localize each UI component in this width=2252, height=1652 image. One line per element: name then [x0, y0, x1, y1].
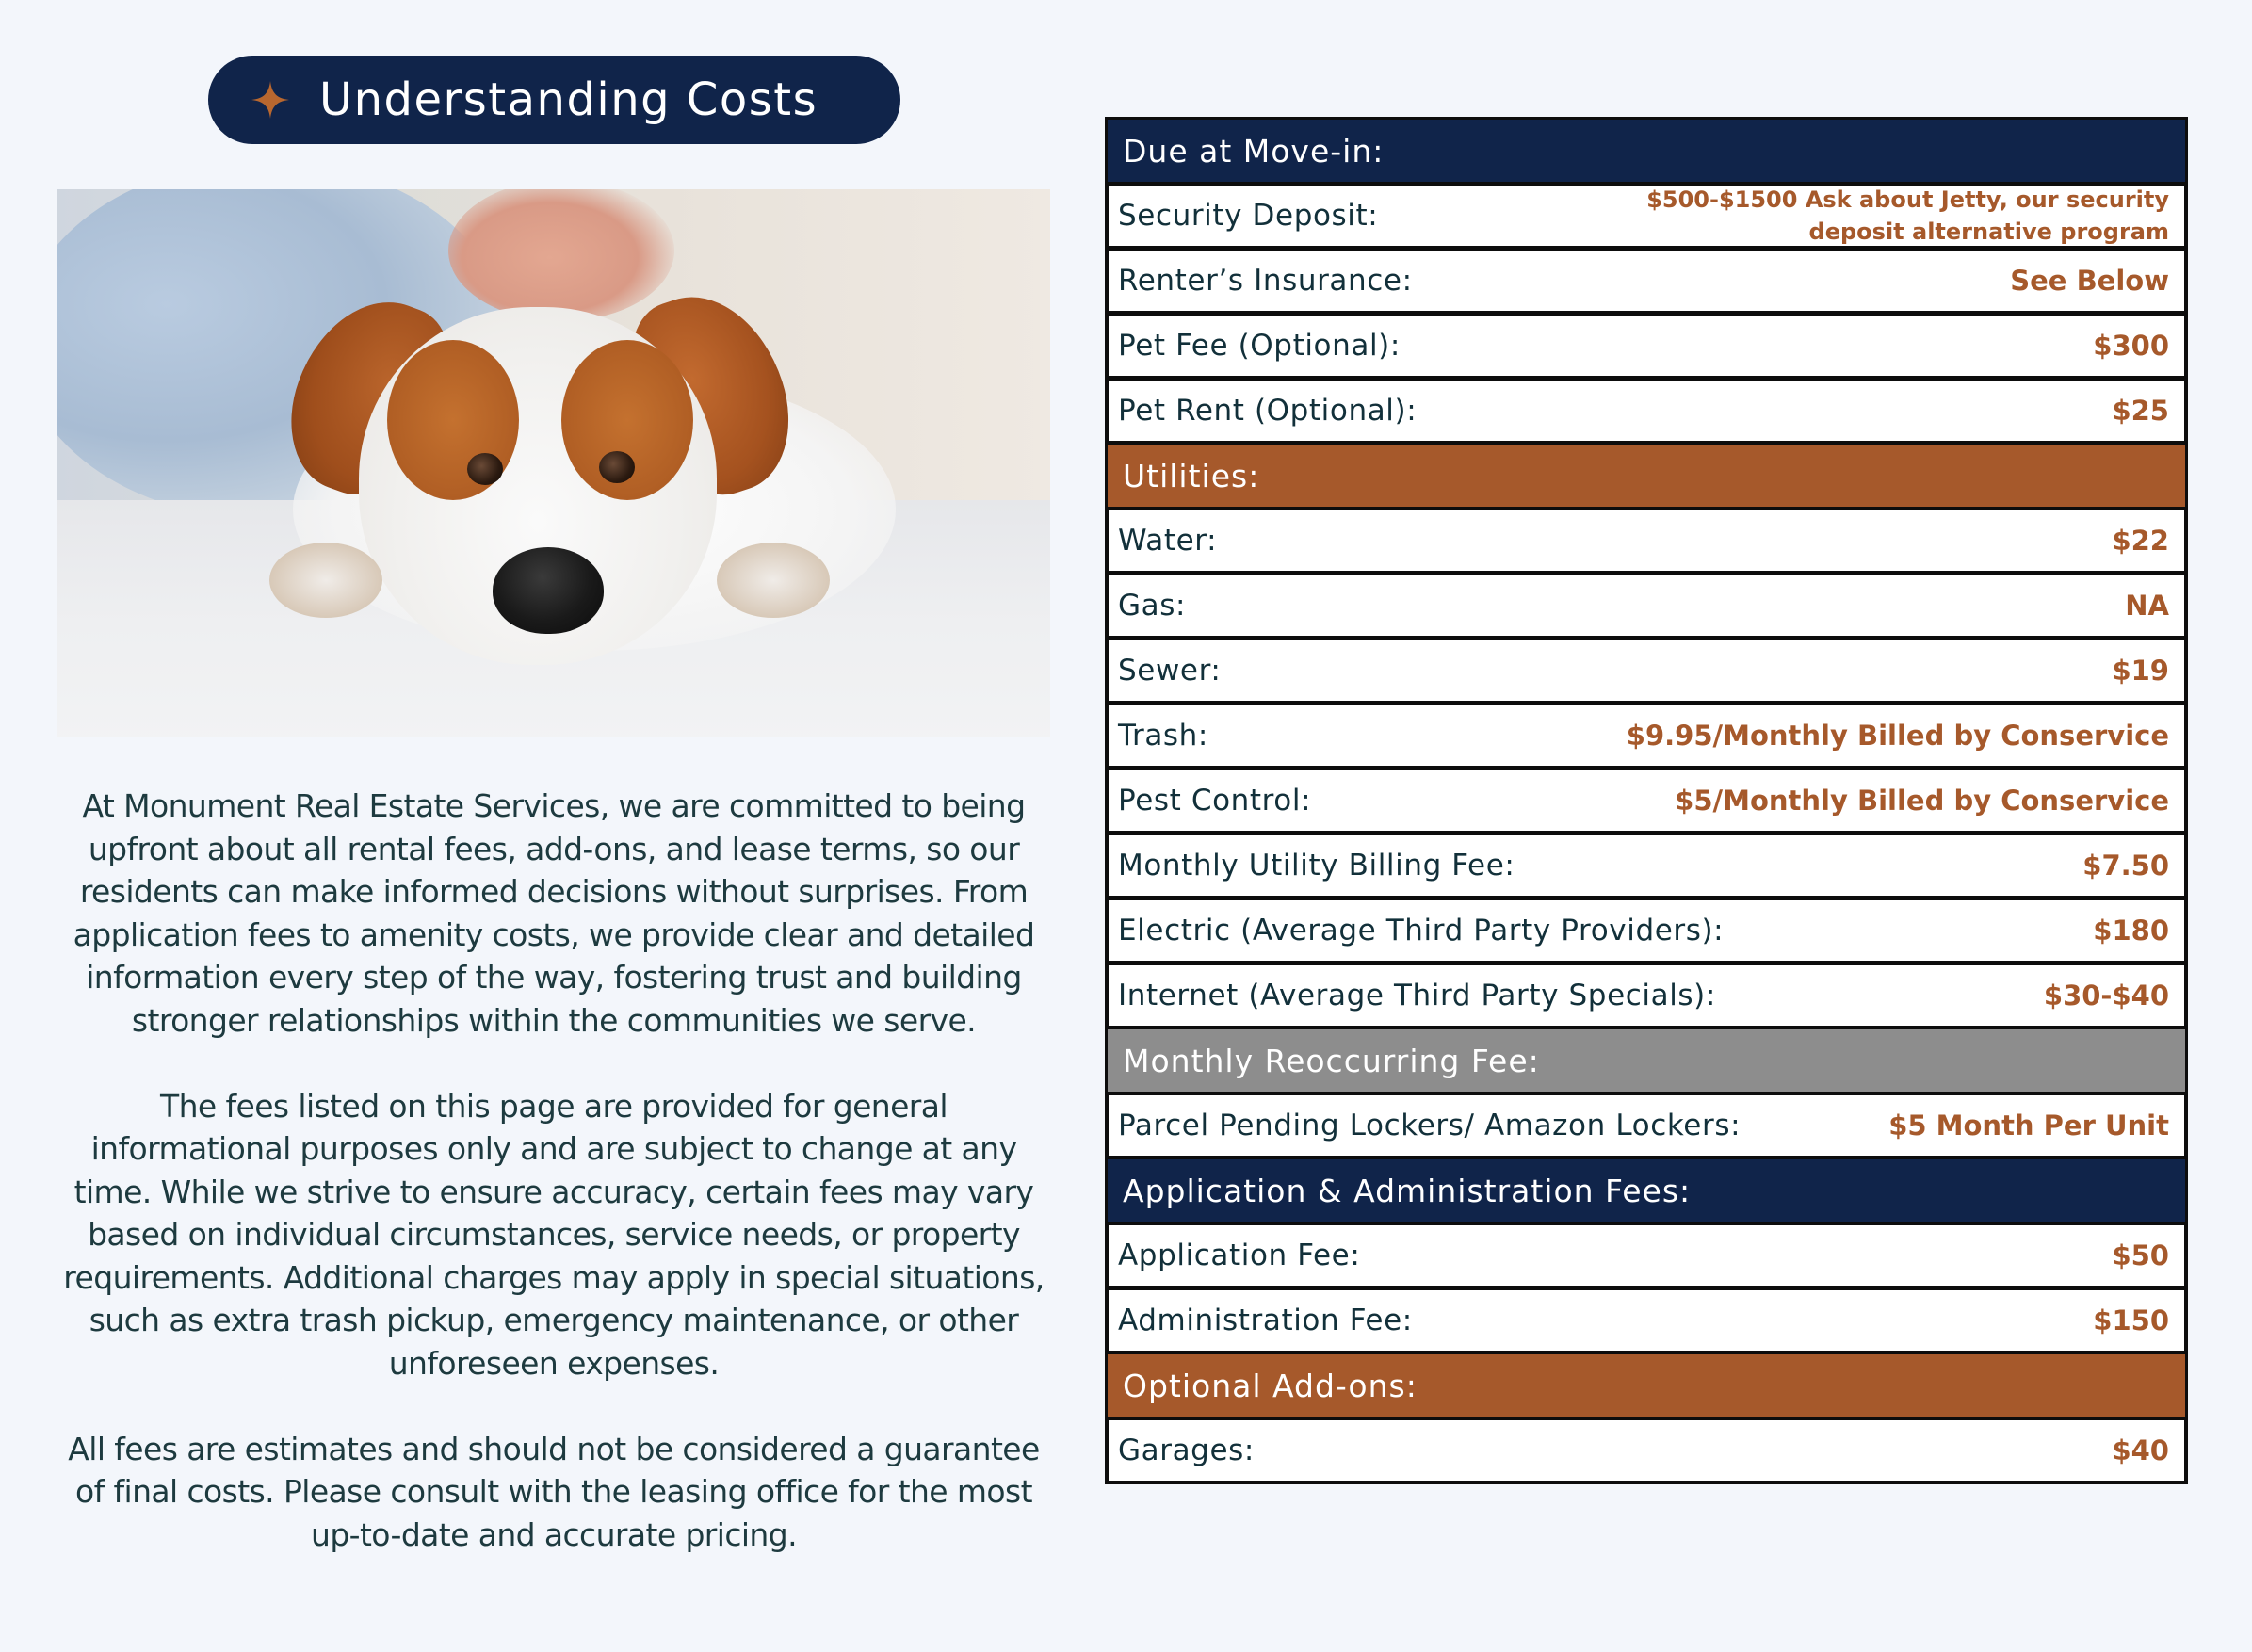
row-label: Application Fee:	[1118, 1239, 1361, 1272]
table-row	[1105, 1222, 2188, 1289]
page-title-banner	[208, 56, 900, 144]
table-row	[1105, 572, 2188, 640]
section-header-monthly: Monthly Reoccurring Fee:	[1105, 1027, 2188, 1094]
section-header-move-in: Due at Move-in:	[1105, 117, 2188, 185]
sparkle-icon	[250, 79, 291, 121]
section-header-utilities: Utilities:	[1105, 442, 2188, 510]
table-row	[1105, 702, 2188, 769]
table-row	[1105, 247, 2188, 315]
row-value: $19	[2112, 655, 2169, 687]
row-label: Administration Fee:	[1118, 1304, 1413, 1337]
row-label: Pet Fee (Optional):	[1118, 329, 1401, 363]
row-label: Internet (Average Third Party Specials):	[1118, 979, 1716, 1012]
cost-table	[1105, 117, 2188, 1482]
table-row	[1105, 767, 2188, 834]
row-value: $500-$1500 Ask about Jetty, our security deposit alternative program	[1646, 186, 2169, 245]
row-label: Pest Control:	[1118, 784, 1312, 818]
disclaimer-paragraph: The fees listed on this page are provided for general informational purposes only and are subject to change at any time. While we strive to ensure accuracy, certain fees may vary based on individual circumstances, service needs, or property requirements. Additional charges may apply in special situations, such as extra trash pickup, emergency maintenance, or other unforeseen expenses.	[63, 1087, 1045, 1382]
row-value: $150	[2093, 1304, 2169, 1336]
row-value: $9.95/Monthly Billed by Conservice	[1626, 720, 2169, 752]
table-row	[1105, 897, 2188, 964]
table-row	[1105, 507, 2188, 575]
row-value: $25	[2112, 395, 2169, 427]
row-value: $22	[2112, 525, 2169, 557]
row-value: $5/Monthly Billed by Conservice	[1675, 785, 2169, 817]
row-value: NA	[2125, 590, 2169, 622]
table-row	[1105, 832, 2188, 899]
row-value: See Below	[2010, 265, 2169, 297]
row-label: Sewer:	[1118, 654, 1222, 688]
intro-text	[57, 785, 1050, 1599]
row-value: $30-$40	[2043, 980, 2169, 1012]
row-value: $50	[2112, 1239, 2169, 1271]
row-value: $180	[2093, 915, 2169, 947]
estimate-paragraph: All fees are estimates and should not be considered a guarantee of final costs. Please consult with the leasing office for the most up-to-date and accurate pricing.	[68, 1430, 1040, 1553]
row-label: Water:	[1118, 524, 1218, 558]
row-label: Electric (Average Third Party Providers):	[1118, 914, 1725, 947]
table-row	[1105, 312, 2188, 380]
row-label: Pet Rent (Optional):	[1118, 394, 1418, 428]
page-title: Understanding Costs	[319, 73, 818, 126]
intro-paragraph: At Monument Real Estate Services, we are committed to being upfront about all rental fees, add-ons, and lease terms, so our residents can make informed decisions without surprises. From application fees to amenity costs, we provide clear and detailed information every step of the way, fostering trust and building stronger relationships within the communities we serve.	[73, 787, 1035, 1039]
section-header-application: Application & Administration Fees:	[1105, 1157, 2188, 1224]
row-label: Gas:	[1118, 589, 1187, 623]
section-header-addons: Optional Add-ons:	[1105, 1352, 2188, 1419]
table-row	[1105, 377, 2188, 445]
table-row	[1105, 1092, 2188, 1159]
row-label: Monthly Utility Billing Fee:	[1118, 849, 1515, 883]
row-label: Trash:	[1118, 719, 1208, 753]
table-row	[1105, 1287, 2188, 1354]
row-label: Garages:	[1118, 1433, 1255, 1467]
table-row	[1105, 182, 2188, 250]
row-value: $7.50	[2082, 850, 2169, 882]
table-row	[1105, 637, 2188, 705]
row-label: Parcel Pending Lockers/ Amazon Lockers:	[1118, 1109, 1742, 1142]
row-label: Renter’s Insurance:	[1118, 264, 1413, 298]
table-row	[1105, 1417, 2188, 1484]
row-value: $40	[2112, 1434, 2169, 1466]
row-label: Security Deposit:	[1118, 199, 1379, 233]
row-value: $300	[2093, 330, 2169, 362]
table-row	[1105, 962, 2188, 1029]
dog-photo	[57, 189, 1050, 737]
row-value: $5 Month Per Unit	[1888, 1109, 2169, 1142]
